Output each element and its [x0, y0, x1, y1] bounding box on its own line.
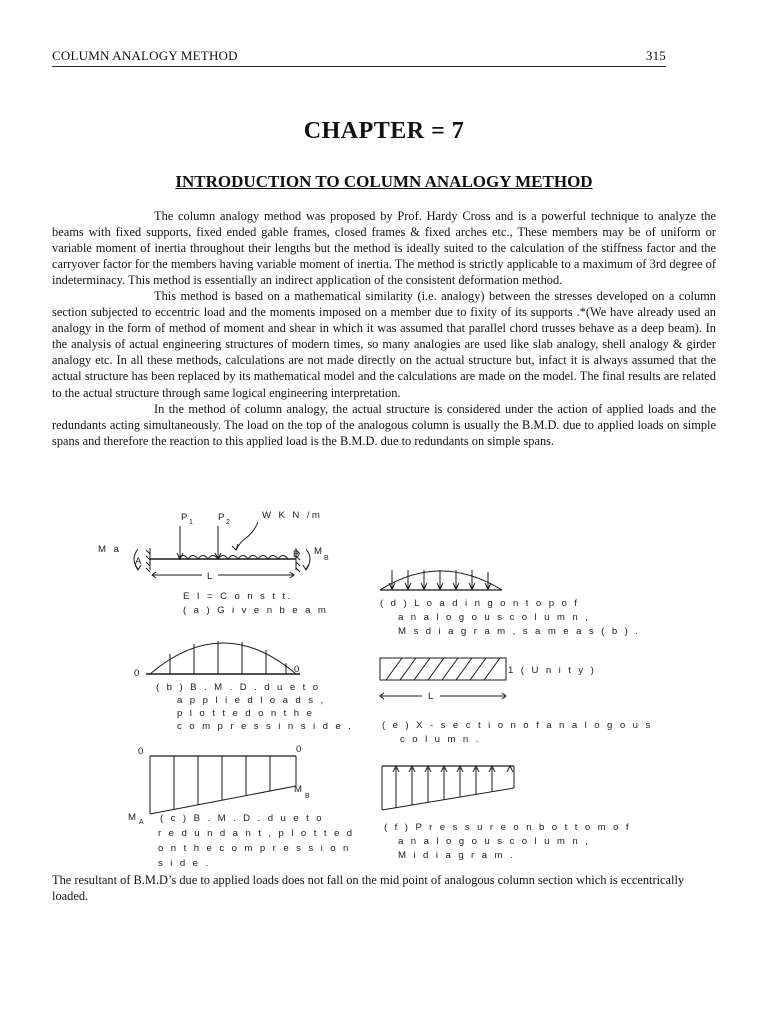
caption-c-line3: o n t h e c o m p r e s s i o n [158, 843, 351, 854]
caption-b-line2: a p p l i e d l o a d s , [177, 695, 326, 706]
label-p2: P [218, 512, 227, 523]
label-p1: P [181, 512, 190, 523]
paragraph-2: This method is based on a mathematical similarity (i.e. analogy) between the stresses developed on a column section subjected to eccentric load and the moments imposed on a member due to fixity of its supports .*(We have already used an analogy in the form of method of moment and shear in which it was assumed that parallel chord trusses behave as a deep beam). In the analysis of actual engineering structures of modern times, so many analogies are used like slab analogy, shell analogy & girder analogy etc. In all these methods, calculations are not made directly on the actual structure but, infact it is always assumed that the actual structure has been replaced by its mathematical model and the calculations are made on the model. The final results are related to the actual structure through same logical engineering interpretation. [52, 289, 716, 400]
caption-d-line1: ( d ) L o a d i n g o n t o p o f [380, 598, 580, 609]
page-number: 315 [645, 48, 666, 63]
caption-b-line3: p l o t t e d o n t h e [177, 708, 315, 719]
caption-f-line3: M i d i a g r a m . [398, 850, 516, 861]
caption-c-line4: s i d e . [158, 858, 211, 869]
caption-a-line1: E I = C o n s t t. [183, 591, 293, 602]
label-mb-subscript: B [324, 555, 329, 562]
label-unity: 1 ( U n i t y ) [508, 665, 597, 676]
diagram-b-applied-bmd [134, 641, 353, 732]
diagram-e-column-section [380, 658, 653, 745]
label-c-ma: M [128, 812, 139, 823]
label-c-mb: M [294, 784, 305, 795]
caption-f-line1: ( f ) P r e s s u r e o n b o t t o m o f [384, 822, 631, 833]
label-p1-subscript: 1 [189, 519, 193, 526]
label-b-zero-right: 0 [294, 664, 302, 675]
label-c-zero-left: 0 [138, 746, 146, 757]
running-header [52, 46, 666, 67]
diagram-a-given-beam [98, 510, 329, 616]
label-a: A [135, 556, 144, 567]
caption-e-line1: ( e ) X - s e c t i o n o f a n a l o g o u s [382, 720, 653, 731]
running-header-title: COLUMN ANALOGY METHOD [52, 48, 238, 63]
label-p2-subscript: 2 [226, 519, 230, 526]
column-analogy-figure [90, 502, 653, 872]
diagram-f-column-pressure [382, 766, 631, 861]
label-udl: W K N /m [262, 510, 323, 521]
chapter-title: CHAPTER = 7 [303, 118, 465, 144]
diagram-d-column-loading [380, 570, 640, 637]
conclusion-text: The resultant of B.M.D’s due to applied loads does not fall on the mid point of analogous column section which is eccentrically loaded. [52, 873, 685, 903]
label-span-e: L [428, 691, 436, 702]
label-c-zero-right: 0 [296, 744, 304, 755]
body-text [52, 208, 716, 449]
label-b: B [293, 549, 302, 560]
caption-d-line3: M s d i a g r a m , s a m e a s ( b ) . [398, 626, 641, 637]
label-c-mb-subscript: B [305, 793, 310, 800]
diagram-c-redundant-bmd [128, 744, 355, 869]
label-mb: M [314, 546, 325, 557]
label-c-ma-subscript: A [139, 819, 144, 826]
label-span-a: L [207, 571, 215, 582]
caption-a-line2: ( a ) G i v e n b e a m [183, 605, 329, 616]
label-ma: M a [98, 544, 122, 555]
figure-drawing [90, 502, 653, 872]
caption-c-line1: ( c ) B . M . D . d u e t o [160, 813, 324, 824]
caption-d-line2: a n a l o g o u s c o l u m n , [398, 612, 591, 623]
caption-b-line1: ( b ) B . M . D . d u e t o [156, 682, 321, 693]
caption-b-line4: c o m p r e s s i n s i d e . [177, 721, 354, 732]
section-title: INTRODUCTION TO COLUMN ANALOGY METHOD [175, 172, 593, 191]
caption-e-line2: c o l u m n . [400, 734, 481, 745]
caption-c-line2: r e d u n d a n t , p l o t t e d [158, 828, 355, 839]
caption-f-line2: a n a l o g o u s c o l u m n , [398, 836, 591, 847]
paragraph-3: In the method of column analogy, the actual structure is considered under the action of applied loads and the redundants acting simultaneously. The load on the top of the analogous column is usually the B.M.D. due to applied loads on simple spans and therefore the reaction to this applied load is the B.M.D. due to redundants on simple spans. [52, 401, 716, 448]
paragraph-1: The column analogy method was proposed by Prof. Hardy Cross and is a powerful technique to analyze the beams with fixed supports, fixed ended gable frames, closed frames & fixed arches etc., These members may be of uniform or variable moment of inertia throughout their lengths but the method is ideally suited to the calculation of the stiffness factor and the carryover factor for the members having variable moment of inertia. The method is strictly applicable to a maximum of 3rd degree of indeterminacy. This method is essentially an indirect application of the consistent deformation method. [52, 209, 716, 288]
label-b-zero-left: 0 [134, 668, 142, 679]
